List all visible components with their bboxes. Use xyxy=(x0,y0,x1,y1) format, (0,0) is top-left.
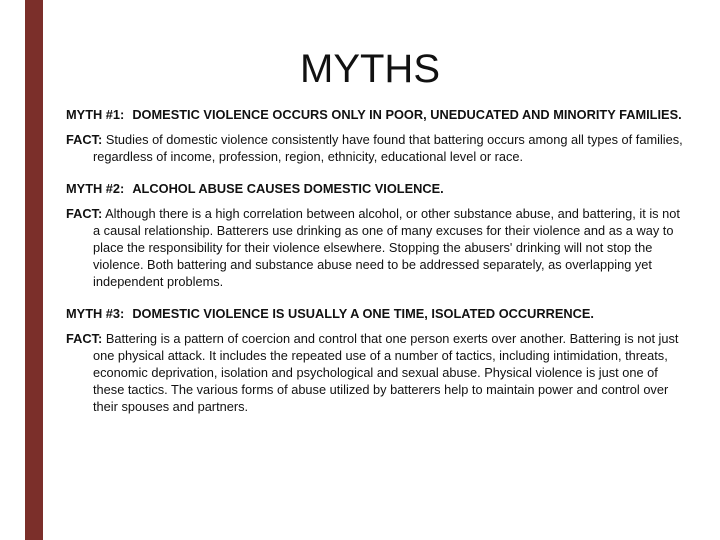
myth-statement: DOMESTIC VIOLENCE IS USUALLY A ONE TIME, ISOLATED OCCURRENCE. xyxy=(132,306,594,321)
myth-heading xyxy=(66,106,686,123)
fact-label: FACT: xyxy=(66,206,103,221)
myth-statement: DOMESTIC VIOLENCE OCCURS ONLY IN POOR, UNEDUCATED AND MINORITY FAMILIES. xyxy=(132,107,682,122)
myth-block-3 xyxy=(66,305,686,415)
myth-number: MYTH #1: xyxy=(66,107,125,122)
myth-statement: ALCOHOL ABUSE CAUSES DOMESTIC VIOLENCE. xyxy=(132,181,444,196)
myth-block-1 xyxy=(66,106,686,165)
fact-text: Studies of domestic violence consistently have found that battering occurs among all types of families, regardless of income, profession, region, ethnicity, educational level or race. xyxy=(93,132,683,164)
myth-heading xyxy=(66,305,686,322)
fact-paragraph xyxy=(66,205,686,290)
myth-heading xyxy=(66,180,686,197)
fact-label: FACT: xyxy=(66,132,103,147)
fact-text: Battering is a pattern of coercion and control that one person exerts over another. Battering is not just one physical attack. It includes the repeated use of a number of tactics, including intimidation, threats, economic deprivation, isolation and psychological and sexual abuse. Physical violence is just one of these tactics. The various forms of abuse utilized by batterers help to maintain power and control over their spouses and partners. xyxy=(93,331,679,414)
myth-number: MYTH #3: xyxy=(66,306,125,321)
fact-label: FACT: xyxy=(66,331,103,346)
fact-paragraph xyxy=(66,131,686,165)
fact-text: Although there is a high correlation between alcohol, or other substance abuse, and battering, it is not a causal relationship. Batterers use drinking as one of many excuses for their violence and as a way to place the responsibility for their violence elsewhere. Stopping the abusers' drinking will not stop the violence. Both battering and substance abuse need to be addressed separately, as overlapping yet independent problems. xyxy=(93,206,680,289)
slide-title: MYTHS xyxy=(300,47,440,91)
myth-number: MYTH #2: xyxy=(66,181,125,196)
fact-paragraph xyxy=(66,330,686,415)
side-accent-bar xyxy=(25,0,43,540)
myth-block-2 xyxy=(66,180,686,290)
myths-content xyxy=(66,106,686,430)
